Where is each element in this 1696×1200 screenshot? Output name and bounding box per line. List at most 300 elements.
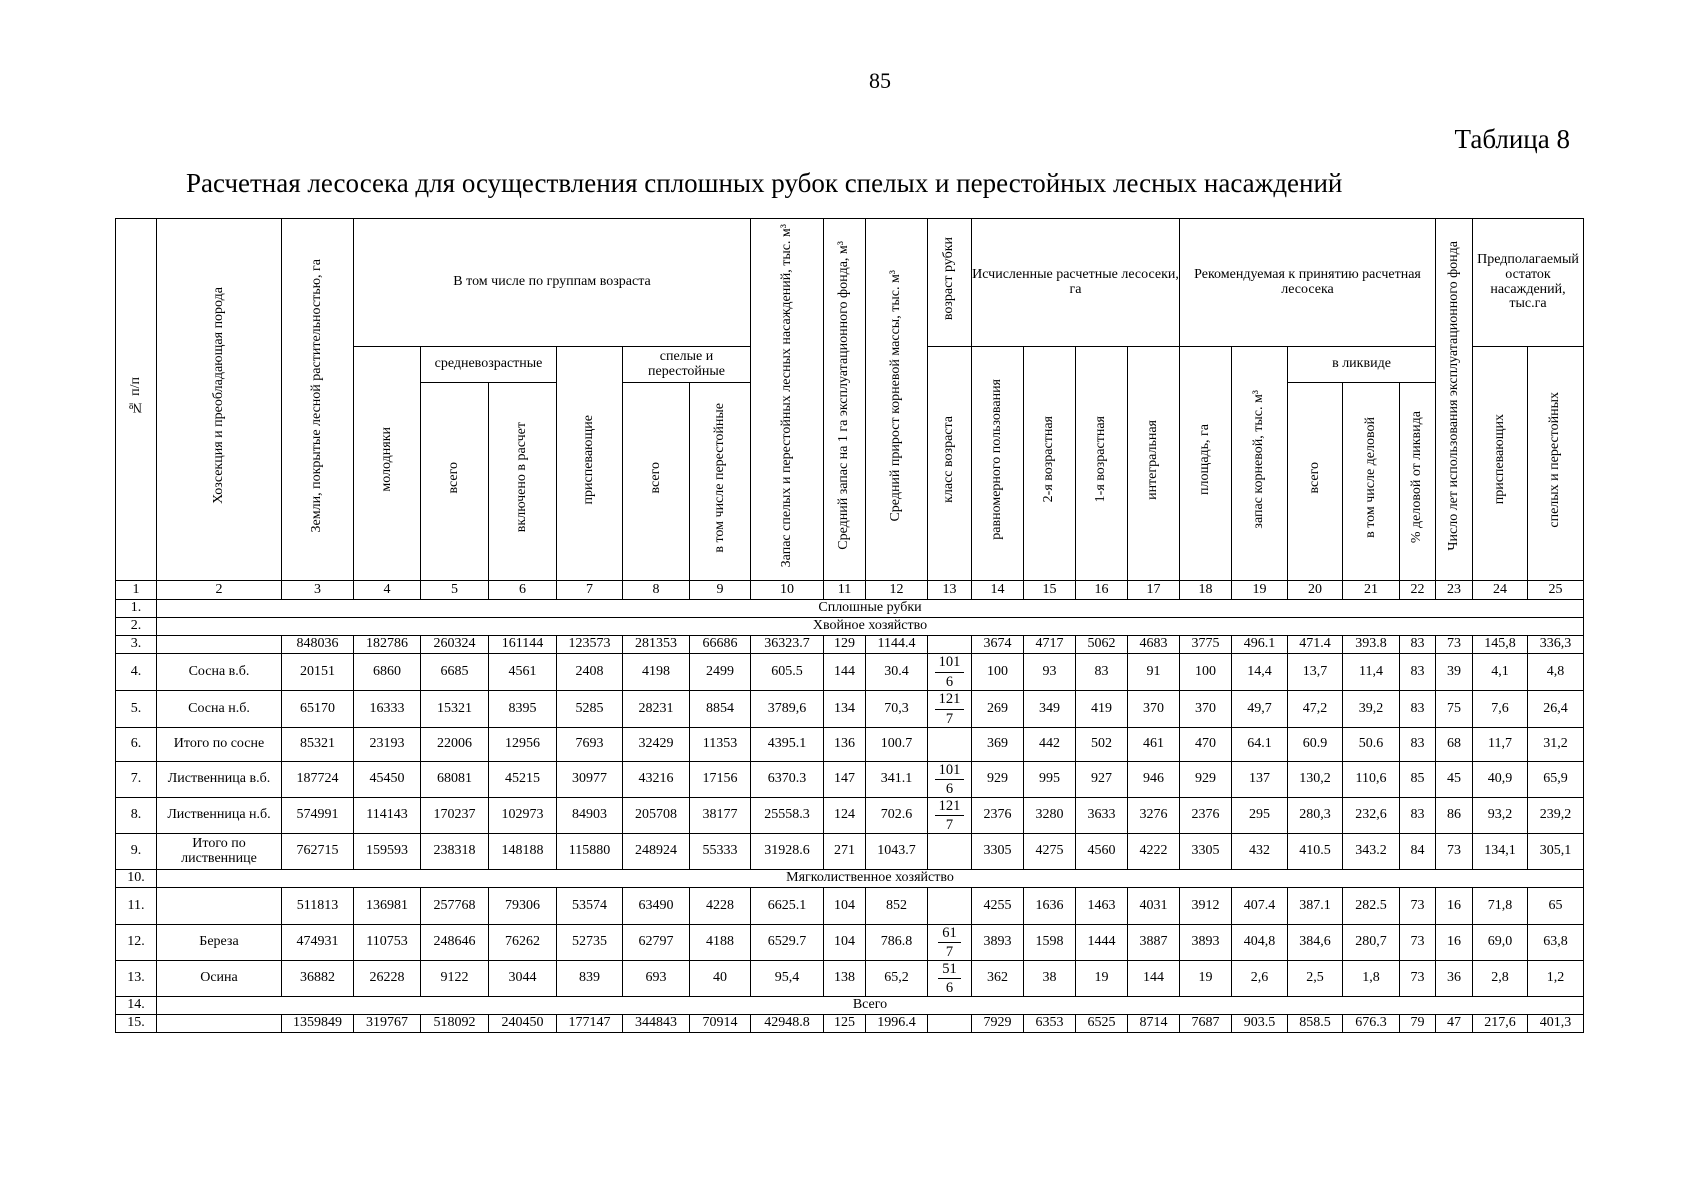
cut-age-fraction bbox=[935, 655, 965, 689]
data-cell: 238318 bbox=[421, 834, 489, 870]
row-number: 11. bbox=[116, 888, 157, 925]
row-number: 4. bbox=[116, 654, 157, 691]
data-cell: 281353 bbox=[623, 636, 690, 654]
data-cell: 2376 bbox=[972, 798, 1024, 834]
cut-age-fraction bbox=[935, 799, 965, 833]
section-title: Мягколиственное хозяйство bbox=[157, 870, 1584, 888]
data-cell: 4188 bbox=[690, 925, 751, 961]
data-cell: 3893 bbox=[972, 925, 1024, 961]
column-number: 7 bbox=[557, 581, 623, 600]
data-cell: 144 bbox=[824, 654, 866, 691]
data-cell: 702.6 bbox=[866, 798, 928, 834]
data-cell: 470 bbox=[1180, 728, 1232, 762]
data-cell: 574991 bbox=[282, 798, 354, 834]
data-cell: 93 bbox=[1024, 654, 1076, 691]
cut-age-value: 121 bbox=[935, 799, 965, 817]
header-years: Число лет использования эксплуатационного фонда bbox=[1436, 219, 1473, 581]
data-cell: 84 bbox=[1400, 834, 1436, 870]
data-cell: 38177 bbox=[690, 798, 751, 834]
header-hozsection: Хозсекция и преобладающая порода bbox=[157, 219, 282, 581]
cut-age-value: 121 bbox=[935, 692, 965, 710]
section-title: Всего bbox=[157, 997, 1584, 1015]
data-cell: 3305 bbox=[1180, 834, 1232, 870]
data-cell: 45 bbox=[1436, 762, 1473, 798]
data-cell: 69,0 bbox=[1473, 925, 1528, 961]
data-cell: 269 bbox=[972, 691, 1024, 728]
header-liquid-business: в том числе деловой bbox=[1343, 383, 1400, 581]
data-cell: 38 bbox=[1024, 961, 1076, 997]
data-cell: 4,8 bbox=[1528, 654, 1584, 691]
row-number: 8. bbox=[116, 798, 157, 834]
data-cell: 248646 bbox=[421, 925, 489, 961]
data-cell: 83 bbox=[1400, 728, 1436, 762]
data-cell: 3887 bbox=[1128, 925, 1180, 961]
species-name bbox=[157, 888, 282, 925]
cut-age-cell bbox=[928, 762, 972, 798]
row-number: 2. bbox=[116, 618, 157, 636]
age-class-value: 6 bbox=[945, 781, 954, 797]
column-number: 2 bbox=[157, 581, 282, 600]
header-num: № п/п bbox=[116, 219, 157, 581]
data-cell: 36 bbox=[1436, 961, 1473, 997]
data-cell: 65170 bbox=[282, 691, 354, 728]
data-cell: 1144.4 bbox=[866, 636, 928, 654]
data-cell: 6370.3 bbox=[751, 762, 824, 798]
data-cell: 85 bbox=[1400, 762, 1436, 798]
data-cell: 123573 bbox=[557, 636, 623, 654]
data-cell: 124 bbox=[824, 798, 866, 834]
species-name bbox=[157, 1015, 282, 1033]
data-cell: 2376 bbox=[1180, 798, 1232, 834]
data-cell: 7687 bbox=[1180, 1015, 1232, 1033]
table-row bbox=[116, 798, 1584, 834]
data-cell: 110753 bbox=[354, 925, 421, 961]
data-cell: 32429 bbox=[623, 728, 690, 762]
data-cell: 3775 bbox=[1180, 636, 1232, 654]
data-cell: 387.1 bbox=[1288, 888, 1343, 925]
table-title: Расчетная лесосека для осуществления сплошных рубок спелых и перестойных лесных насаждений bbox=[186, 168, 1343, 198]
species-name bbox=[157, 636, 282, 654]
cut-age-fraction bbox=[935, 763, 965, 797]
data-cell: 47 bbox=[1436, 1015, 1473, 1033]
data-cell: 858.5 bbox=[1288, 1015, 1343, 1033]
data-cell: 71,8 bbox=[1473, 888, 1528, 925]
header-integral: интегральная bbox=[1128, 347, 1180, 581]
data-cell: 148188 bbox=[489, 834, 557, 870]
data-cell: 4031 bbox=[1128, 888, 1180, 925]
table-row bbox=[116, 728, 1584, 762]
data-cell: 159593 bbox=[354, 834, 421, 870]
data-cell: 42948.8 bbox=[751, 1015, 824, 1033]
column-number: 23 bbox=[1436, 581, 1473, 600]
data-cell: 410.5 bbox=[1288, 834, 1343, 870]
cut-age-cell bbox=[928, 961, 972, 997]
data-cell: 70914 bbox=[690, 1015, 751, 1033]
data-cell: 343.2 bbox=[1343, 834, 1400, 870]
data-cell: 65,2 bbox=[866, 961, 928, 997]
header-mature: спелые и перестойные bbox=[623, 347, 751, 383]
data-cell: 282.5 bbox=[1343, 888, 1400, 925]
data-cell: 3276 bbox=[1128, 798, 1180, 834]
data-cell: 1444 bbox=[1076, 925, 1128, 961]
data-cell: 55333 bbox=[690, 834, 751, 870]
data-cell: 68 bbox=[1436, 728, 1473, 762]
column-number: 3 bbox=[282, 581, 354, 600]
column-number: 16 bbox=[1076, 581, 1128, 600]
table-row bbox=[116, 636, 1584, 654]
data-cell: 2,8 bbox=[1473, 961, 1528, 997]
header-first-age: 1-я возрастная bbox=[1076, 347, 1128, 581]
data-cell: 1996.4 bbox=[866, 1015, 928, 1033]
data-cell: 6685 bbox=[421, 654, 489, 691]
data-cell: 19 bbox=[1180, 961, 1232, 997]
data-cell: 3912 bbox=[1180, 888, 1232, 925]
data-cell: 1,2 bbox=[1528, 961, 1584, 997]
species-name: Лиственница в.б. bbox=[157, 762, 282, 798]
table-row bbox=[116, 654, 1584, 691]
data-cell: 31928.6 bbox=[751, 834, 824, 870]
data-cell: 16 bbox=[1436, 925, 1473, 961]
data-cell: 839 bbox=[557, 961, 623, 997]
column-number: 1 bbox=[116, 581, 157, 600]
data-cell: 60.9 bbox=[1288, 728, 1343, 762]
data-cell: 19 bbox=[1076, 961, 1128, 997]
cut-age-cell bbox=[928, 834, 972, 870]
data-cell: 511813 bbox=[282, 888, 354, 925]
data-cell: 336,3 bbox=[1528, 636, 1584, 654]
data-cell: 100 bbox=[972, 654, 1024, 691]
data-cell: 104 bbox=[824, 888, 866, 925]
header-pre-mature: приспевающие bbox=[557, 347, 623, 581]
data-cell: 929 bbox=[1180, 762, 1232, 798]
data-cell: 1,8 bbox=[1343, 961, 1400, 997]
header-age-groups: В том числе по группам возраста bbox=[354, 219, 751, 347]
section-title: Сплошные рубки bbox=[157, 600, 1584, 618]
data-cell: 114143 bbox=[354, 798, 421, 834]
column-number: 12 bbox=[866, 581, 928, 600]
data-cell: 134,1 bbox=[1473, 834, 1528, 870]
species-name: Итого по лиственнице bbox=[157, 834, 282, 870]
data-cell: 13,7 bbox=[1288, 654, 1343, 691]
age-class-value: 6 bbox=[945, 980, 954, 996]
data-cell: 40,9 bbox=[1473, 762, 1528, 798]
data-cell: 6625.1 bbox=[751, 888, 824, 925]
data-cell: 4560 bbox=[1076, 834, 1128, 870]
data-cell: 927 bbox=[1076, 762, 1128, 798]
data-cell: 2499 bbox=[690, 654, 751, 691]
column-number: 22 bbox=[1400, 581, 1436, 600]
data-table bbox=[115, 218, 1584, 1033]
header-middle-aged: средневозрастные bbox=[421, 347, 557, 383]
data-cell: 129 bbox=[824, 636, 866, 654]
data-cell: 1463 bbox=[1076, 888, 1128, 925]
column-number: 5 bbox=[421, 581, 489, 600]
data-cell: 110,6 bbox=[1343, 762, 1400, 798]
age-class-value: 7 bbox=[945, 710, 954, 727]
data-cell: 1636 bbox=[1024, 888, 1076, 925]
data-cell: 138 bbox=[824, 961, 866, 997]
age-class-value: 7 bbox=[945, 817, 954, 833]
data-cell: 260324 bbox=[421, 636, 489, 654]
data-cell: 145,8 bbox=[1473, 636, 1528, 654]
row-number: 3. bbox=[116, 636, 157, 654]
data-cell: 75 bbox=[1436, 691, 1473, 728]
data-cell: 4222 bbox=[1128, 834, 1180, 870]
section-row bbox=[116, 600, 1584, 618]
table-row bbox=[116, 834, 1584, 870]
column-number: 6 bbox=[489, 581, 557, 600]
species-name: Сосна в.б. bbox=[157, 654, 282, 691]
column-number: 14 bbox=[972, 581, 1024, 600]
header-young: молодняки bbox=[354, 347, 421, 581]
cut-age-cell bbox=[928, 654, 972, 691]
data-cell: 7693 bbox=[557, 728, 623, 762]
data-cell: 8714 bbox=[1128, 1015, 1180, 1033]
data-cell: 22006 bbox=[421, 728, 489, 762]
header-middle-total: всего bbox=[421, 383, 489, 581]
data-cell: 187724 bbox=[282, 762, 354, 798]
data-cell: 65,9 bbox=[1528, 762, 1584, 798]
row-number: 5. bbox=[116, 691, 157, 728]
data-cell: 319767 bbox=[354, 1015, 421, 1033]
data-cell: 3893 bbox=[1180, 925, 1232, 961]
column-number: 19 bbox=[1232, 581, 1288, 600]
data-cell: 461 bbox=[1128, 728, 1180, 762]
data-cell: 217,6 bbox=[1473, 1015, 1528, 1033]
species-name: Итого по сосне bbox=[157, 728, 282, 762]
column-number: 10 bbox=[751, 581, 824, 600]
data-cell: 130,2 bbox=[1288, 762, 1343, 798]
column-number: 24 bbox=[1473, 581, 1528, 600]
data-cell: 66686 bbox=[690, 636, 751, 654]
data-cell: 4,1 bbox=[1473, 654, 1528, 691]
data-cell: 280,3 bbox=[1288, 798, 1343, 834]
row-number: 13. bbox=[116, 961, 157, 997]
table-row bbox=[116, 1015, 1584, 1033]
data-cell: 63,8 bbox=[1528, 925, 1584, 961]
data-cell: 39,2 bbox=[1343, 691, 1400, 728]
section-title: Хвойное хозяйство bbox=[157, 618, 1584, 636]
data-cell: 100.7 bbox=[866, 728, 928, 762]
data-cell: 362 bbox=[972, 961, 1024, 997]
header-root-stock: запас корневой, тыс. м³ bbox=[1232, 347, 1288, 581]
data-cell: 20151 bbox=[282, 654, 354, 691]
header-liquid-total: всего bbox=[1288, 383, 1343, 581]
data-cell: 53574 bbox=[557, 888, 623, 925]
data-cell: 6529.7 bbox=[751, 925, 824, 961]
data-cell: 76262 bbox=[489, 925, 557, 961]
data-cell: 762715 bbox=[282, 834, 354, 870]
column-number: 9 bbox=[690, 581, 751, 600]
data-cell: 693 bbox=[623, 961, 690, 997]
data-cell: 502 bbox=[1076, 728, 1128, 762]
data-cell: 946 bbox=[1128, 762, 1180, 798]
data-cell: 100 bbox=[1180, 654, 1232, 691]
data-cell: 83 bbox=[1400, 798, 1436, 834]
row-number: 10. bbox=[116, 870, 157, 888]
table-row bbox=[116, 925, 1584, 961]
data-cell: 248924 bbox=[623, 834, 690, 870]
column-number: 20 bbox=[1288, 581, 1343, 600]
data-cell: 161144 bbox=[489, 636, 557, 654]
data-cell: 786.8 bbox=[866, 925, 928, 961]
column-number: 8 bbox=[623, 581, 690, 600]
data-cell: 95,4 bbox=[751, 961, 824, 997]
data-cell: 404,8 bbox=[1232, 925, 1288, 961]
cut-age-cell bbox=[928, 925, 972, 961]
data-cell: 83 bbox=[1076, 654, 1128, 691]
cut-age-cell bbox=[928, 691, 972, 728]
data-cell: 30.4 bbox=[866, 654, 928, 691]
column-number: 4 bbox=[354, 581, 421, 600]
data-cell: 134 bbox=[824, 691, 866, 728]
table-row bbox=[116, 961, 1584, 997]
header-mature-overmature: в том числе перестойные bbox=[690, 383, 751, 581]
data-cell: 1043.7 bbox=[866, 834, 928, 870]
header-avg-growth: Средний прирост корневой массы, тыс. м³ bbox=[866, 219, 928, 581]
section-row bbox=[116, 618, 1584, 636]
data-cell: 73 bbox=[1436, 636, 1473, 654]
data-cell: 3305 bbox=[972, 834, 1024, 870]
data-cell: 6525 bbox=[1076, 1015, 1128, 1033]
data-cell: 93,2 bbox=[1473, 798, 1528, 834]
data-cell: 3633 bbox=[1076, 798, 1128, 834]
data-cell: 30977 bbox=[557, 762, 623, 798]
data-cell: 401,3 bbox=[1528, 1015, 1584, 1033]
data-cell: 63490 bbox=[623, 888, 690, 925]
column-number-row bbox=[116, 581, 1584, 600]
data-cell: 4561 bbox=[489, 654, 557, 691]
data-cell: 177147 bbox=[557, 1015, 623, 1033]
row-number: 14. bbox=[116, 997, 157, 1015]
age-class-value: 7 bbox=[945, 944, 954, 960]
data-cell: 518092 bbox=[421, 1015, 489, 1033]
data-cell: 50.6 bbox=[1343, 728, 1400, 762]
data-cell: 384,6 bbox=[1288, 925, 1343, 961]
data-cell: 83 bbox=[1400, 654, 1436, 691]
data-cell: 73 bbox=[1436, 834, 1473, 870]
data-cell: 205708 bbox=[623, 798, 690, 834]
data-cell: 70,3 bbox=[866, 691, 928, 728]
data-cell: 182786 bbox=[354, 636, 421, 654]
data-cell: 4683 bbox=[1128, 636, 1180, 654]
section-row bbox=[116, 870, 1584, 888]
data-cell: 676.3 bbox=[1343, 1015, 1400, 1033]
data-cell: 4228 bbox=[690, 888, 751, 925]
data-cell: 240450 bbox=[489, 1015, 557, 1033]
data-cell: 349 bbox=[1024, 691, 1076, 728]
cut-age-fraction bbox=[935, 692, 965, 726]
data-cell: 4198 bbox=[623, 654, 690, 691]
data-cell: 1598 bbox=[1024, 925, 1076, 961]
data-cell: 40 bbox=[690, 961, 751, 997]
data-cell: 84903 bbox=[557, 798, 623, 834]
cut-age-cell bbox=[928, 636, 972, 654]
header-rem-pre: приспевающих bbox=[1473, 347, 1528, 581]
column-number: 25 bbox=[1528, 581, 1584, 600]
data-cell: 852 bbox=[866, 888, 928, 925]
cut-age-value: 101 bbox=[935, 655, 965, 673]
data-cell: 7,6 bbox=[1473, 691, 1528, 728]
data-cell: 5285 bbox=[557, 691, 623, 728]
data-cell: 369 bbox=[972, 728, 1024, 762]
data-cell: 15321 bbox=[421, 691, 489, 728]
header-recommended: Рекомендуемая к принятию расчетная лесосека bbox=[1180, 219, 1436, 347]
data-cell: 257768 bbox=[421, 888, 489, 925]
data-cell: 419 bbox=[1076, 691, 1128, 728]
data-cell: 393.8 bbox=[1343, 636, 1400, 654]
section-row bbox=[116, 997, 1584, 1015]
data-cell: 295 bbox=[1232, 798, 1288, 834]
row-number: 9. bbox=[116, 834, 157, 870]
data-cell: 136 bbox=[824, 728, 866, 762]
data-cell: 271 bbox=[824, 834, 866, 870]
data-cell: 12956 bbox=[489, 728, 557, 762]
table-label: Таблица 8 bbox=[1454, 124, 1570, 154]
data-cell: 344843 bbox=[623, 1015, 690, 1033]
data-cell: 474931 bbox=[282, 925, 354, 961]
row-number: 7. bbox=[116, 762, 157, 798]
data-cell: 31,2 bbox=[1528, 728, 1584, 762]
data-cell: 4275 bbox=[1024, 834, 1076, 870]
data-cell: 85321 bbox=[282, 728, 354, 762]
header-uniform: равномерного пользования bbox=[972, 347, 1024, 581]
data-cell: 62797 bbox=[623, 925, 690, 961]
cut-age-cell bbox=[928, 798, 972, 834]
data-cell: 73 bbox=[1400, 961, 1436, 997]
column-number: 13 bbox=[928, 581, 972, 600]
data-cell: 36323.7 bbox=[751, 636, 824, 654]
data-cell: 442 bbox=[1024, 728, 1076, 762]
cut-age-value: 51 bbox=[938, 962, 961, 980]
age-class-value: 6 bbox=[945, 673, 954, 690]
column-number: 17 bbox=[1128, 581, 1180, 600]
data-cell: 4255 bbox=[972, 888, 1024, 925]
species-name: Береза bbox=[157, 925, 282, 961]
data-cell: 1359849 bbox=[282, 1015, 354, 1033]
data-cell: 4395.1 bbox=[751, 728, 824, 762]
header-middle-included: включено в расчет bbox=[489, 383, 557, 581]
data-cell: 102973 bbox=[489, 798, 557, 834]
data-cell: 115880 bbox=[557, 834, 623, 870]
data-cell: 280,7 bbox=[1343, 925, 1400, 961]
data-cell: 3280 bbox=[1024, 798, 1076, 834]
header-calculated: Исчисленные расчетные лесосеки, га bbox=[972, 219, 1180, 347]
data-cell: 39 bbox=[1436, 654, 1473, 691]
data-cell: 6860 bbox=[354, 654, 421, 691]
data-cell: 11,4 bbox=[1343, 654, 1400, 691]
data-cell: 17156 bbox=[690, 762, 751, 798]
data-cell: 68081 bbox=[421, 762, 489, 798]
data-cell: 137 bbox=[1232, 762, 1288, 798]
header-business-pct: % деловой от ликвида bbox=[1400, 383, 1436, 581]
data-cell: 995 bbox=[1024, 762, 1076, 798]
cut-age-value: 101 bbox=[935, 763, 965, 781]
data-cell: 929 bbox=[972, 762, 1024, 798]
data-cell: 86 bbox=[1436, 798, 1473, 834]
data-cell: 7929 bbox=[972, 1015, 1024, 1033]
data-cell: 8395 bbox=[489, 691, 557, 728]
row-number: 6. bbox=[116, 728, 157, 762]
data-cell: 125 bbox=[824, 1015, 866, 1033]
page-number: 85 bbox=[869, 68, 891, 93]
data-cell: 83 bbox=[1400, 691, 1436, 728]
data-cell: 28231 bbox=[623, 691, 690, 728]
data-cell: 2,6 bbox=[1232, 961, 1288, 997]
data-cell: 341.1 bbox=[866, 762, 928, 798]
data-cell: 16333 bbox=[354, 691, 421, 728]
data-cell: 43216 bbox=[623, 762, 690, 798]
